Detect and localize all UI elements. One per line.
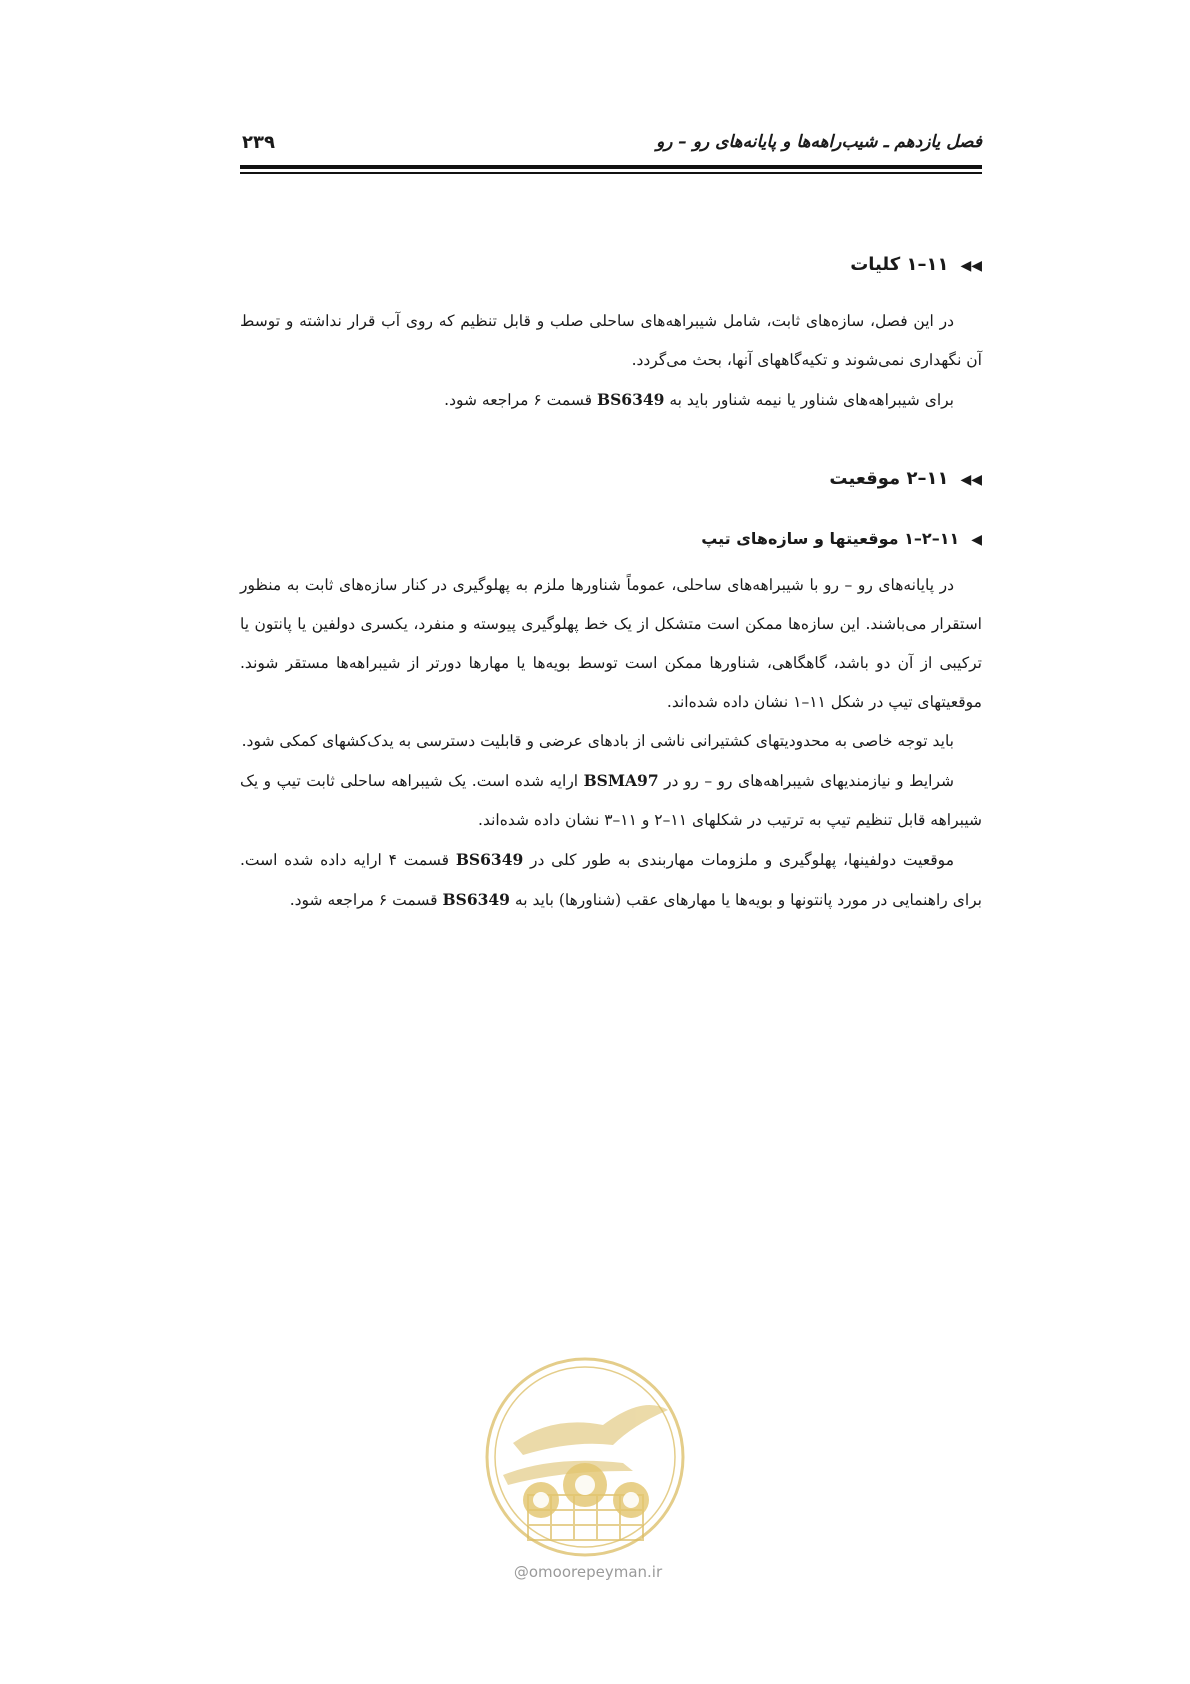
subsection-heading [240,524,982,554]
standard-ref: BS6349 [442,890,510,909]
subsection-heading-text: ۱۱–۲–۱ موقعیتها و سازه‌های تیپ [701,529,960,548]
paragraph-5-text-b: ارایه شده است. یک شیبراهه ساحلی ثابت تیپ و یک شیبراهه قابل تنظیم تیپ به ترتیب در شکلهای ۱۱–۲ و ۱۱–۳ نشان داده شده‌اند. [240,772,982,829]
paragraph-3: در پایانه‌های رو – رو با شیبراهه‌های ساحلی، عموماً شناورها ملزم به پهلوگیری در کنار سازه‌های ثابت به منظور استقرار می‌باشند. این سازه‌ها ممکن است متشکل از یک خط پهلوگیری پیوسته و منفرد، یکسری دولفین یا پانتون یا ترکیبی از آن دو باشد، گاهگاهی، شناورها ممکن است توسط بویه‌ها یا مهارها دورتر از شیبراهه‌ها مستقر شوند. موقعیتهای تیپ در شکل ۱۱–۱ نشان داده شده‌اند. [240,576,982,711]
section-heading-1 [240,250,982,280]
arrow-icon: ◀ [971,532,982,548]
double-arrow-icon: ◀◀ [960,472,982,488]
standard-ref: BSMA97 [583,771,659,790]
page-number: ۲۳۹ [242,132,275,153]
header-rule-thick [240,165,982,169]
chapter-title: فصل یازدهم ـ شیب‌راهه‌ها و پایانه‌های رو – رو [656,132,982,152]
paragraph-5-text-a: شرایط و نیازمندیهای شیبراهه‌های رو – رو در [658,772,954,790]
watermark-logo [483,1355,688,1560]
watermark-caption: @omoorepeyman.ir [513,1563,663,1581]
double-arrow-icon: ◀◀ [960,258,982,274]
paragraph-2-text-b: قسمت ۶ مراجعه شود. [444,391,597,409]
paragraph-2-text-a: برای شیبراهه‌های شناور یا نیمه شناور باید به [664,391,954,409]
paragraph-6-text-a: موقعیت دولفینها، پهلوگیری و ملزومات مهاربندی به طور کلی در [523,851,954,869]
page-body [240,250,982,920]
paragraph-4: باید توجه خاصی به محدودیتهای کشتیرانی ناشی از بادهای عرضی و قابلیت دسترسی به یدک‌کشهای کمکی شود. [241,732,954,750]
watermark-seal-icon [483,1355,688,1560]
header-rule-thin [240,172,982,174]
paragraph-6-text-b: قسمت ۴ ارایه داده شده است. برای راهنمایی در مورد پانتونها و بویه‌ها یا مهارهای عقب (شناورها) باید به [240,851,982,909]
section-heading-2 [240,464,982,494]
section-heading-1-text: ۱۱–۱ کلیات [850,254,949,275]
standard-ref: BS6349 [455,850,524,869]
paragraph-1: در این فصل، سازه‌های ثابت، شامل شیبراهه‌های ساحلی صلب و قابل تنظیم که روی آب قرار نداشته و توسط آن نگهداری نمی‌شوند و تکیه‌گاههای آنها، بحث می‌گردد. [240,312,982,369]
section-heading-2-text: ۱۱–۲ موقعیت [829,468,949,489]
paragraph-6 [240,840,982,920]
paragraph-6-text-c: قسمت ۶ مراجعه شود. [289,891,443,909]
standard-ref: BS6349 [597,390,665,409]
paragraph-5 [240,761,982,840]
page-header [240,128,982,168]
paragraph-2 [240,380,982,420]
